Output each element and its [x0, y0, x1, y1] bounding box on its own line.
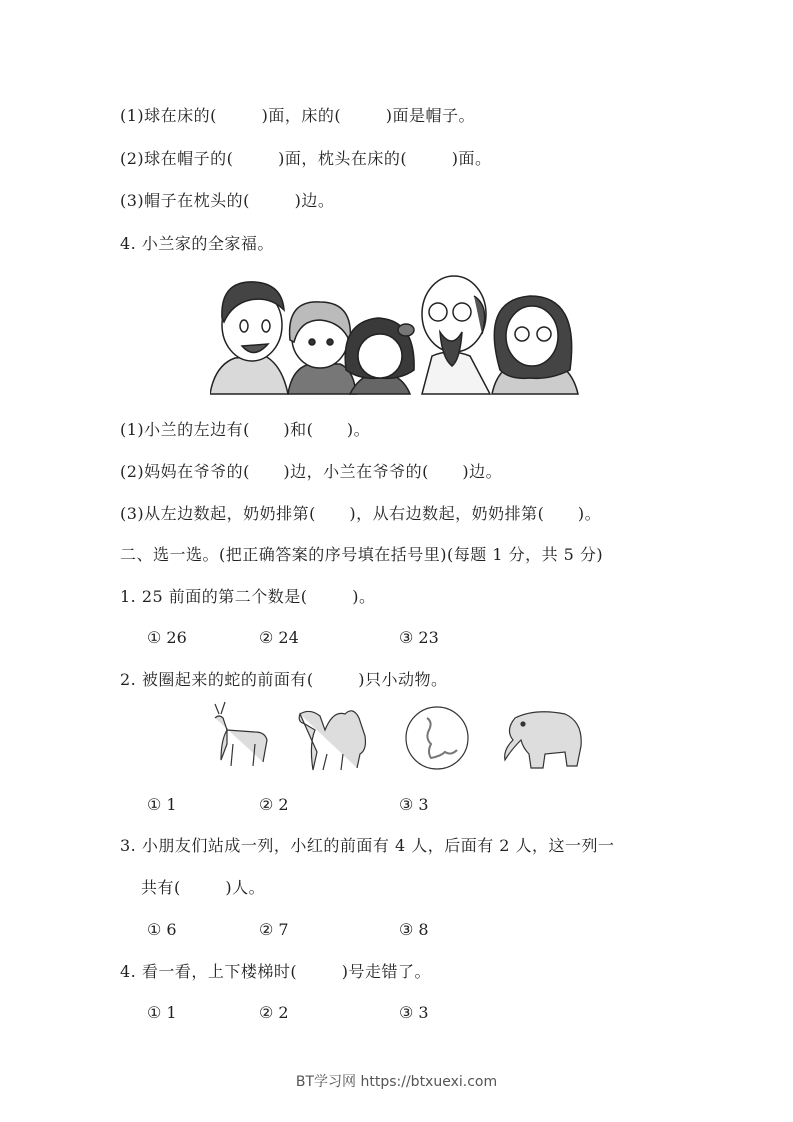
animals-row-image [205, 700, 590, 775]
question-stem-continued: 共有( )人。 [141, 878, 266, 897]
option: ① 1 [147, 795, 177, 814]
camel-icon [299, 711, 365, 770]
option: ③ 3 [399, 795, 429, 814]
option: ② 2 [259, 1003, 289, 1022]
option: ① 6 [147, 920, 177, 939]
question-stem: 1. 25 前面的第二个数是( )。 [120, 587, 376, 606]
option: ① 26 [147, 628, 187, 647]
option: ① 1 [147, 1003, 177, 1022]
question-line: (2)妈妈在爷爷的( )边，小兰在爷爷的( )边。 [120, 462, 503, 481]
question-line: (1)小兰的左边有( )和( )。 [120, 420, 371, 439]
question-title: 4. 小兰家的全家福。 [120, 234, 274, 253]
deer-icon [215, 702, 267, 766]
footer-watermark: BT学习网 https://btxuexi.com [295, 1074, 498, 1090]
elephant-icon [505, 712, 582, 768]
snake-circled-icon [406, 707, 468, 769]
option: ③ 3 [399, 1003, 429, 1022]
question-line: (1)球在床的( )面，床的( )面是帽子。 [120, 106, 476, 125]
question-stem: 3. 小朋友们站成一列，小红的前面有 4 人，后面有 2 人，这一列一 [120, 836, 615, 855]
question-stem: 2. 被圈起来的蛇的前面有( )只小动物。 [120, 670, 448, 689]
option: ③ 8 [399, 920, 429, 939]
option: ③ 23 [399, 628, 439, 647]
question-stem: 4. 看一看，上下楼梯时( )号走错了。 [120, 962, 432, 981]
question-line: (3)帽子在枕头的( )边。 [120, 191, 335, 210]
question-line: (3)从左边数起，奶奶排第( )，从右边数起，奶奶排第( )。 [120, 504, 602, 523]
question-line: (2)球在帽子的( )面，枕头在床的( )面。 [120, 149, 492, 168]
family-portrait-image [210, 270, 588, 396]
option: ② 2 [259, 795, 289, 814]
option: ② 24 [259, 628, 299, 647]
option: ② 7 [259, 920, 289, 939]
section-heading: 二、选一选。(把正确答案的序号填在括号里)(每题 1 分，共 5 分) [120, 545, 604, 564]
